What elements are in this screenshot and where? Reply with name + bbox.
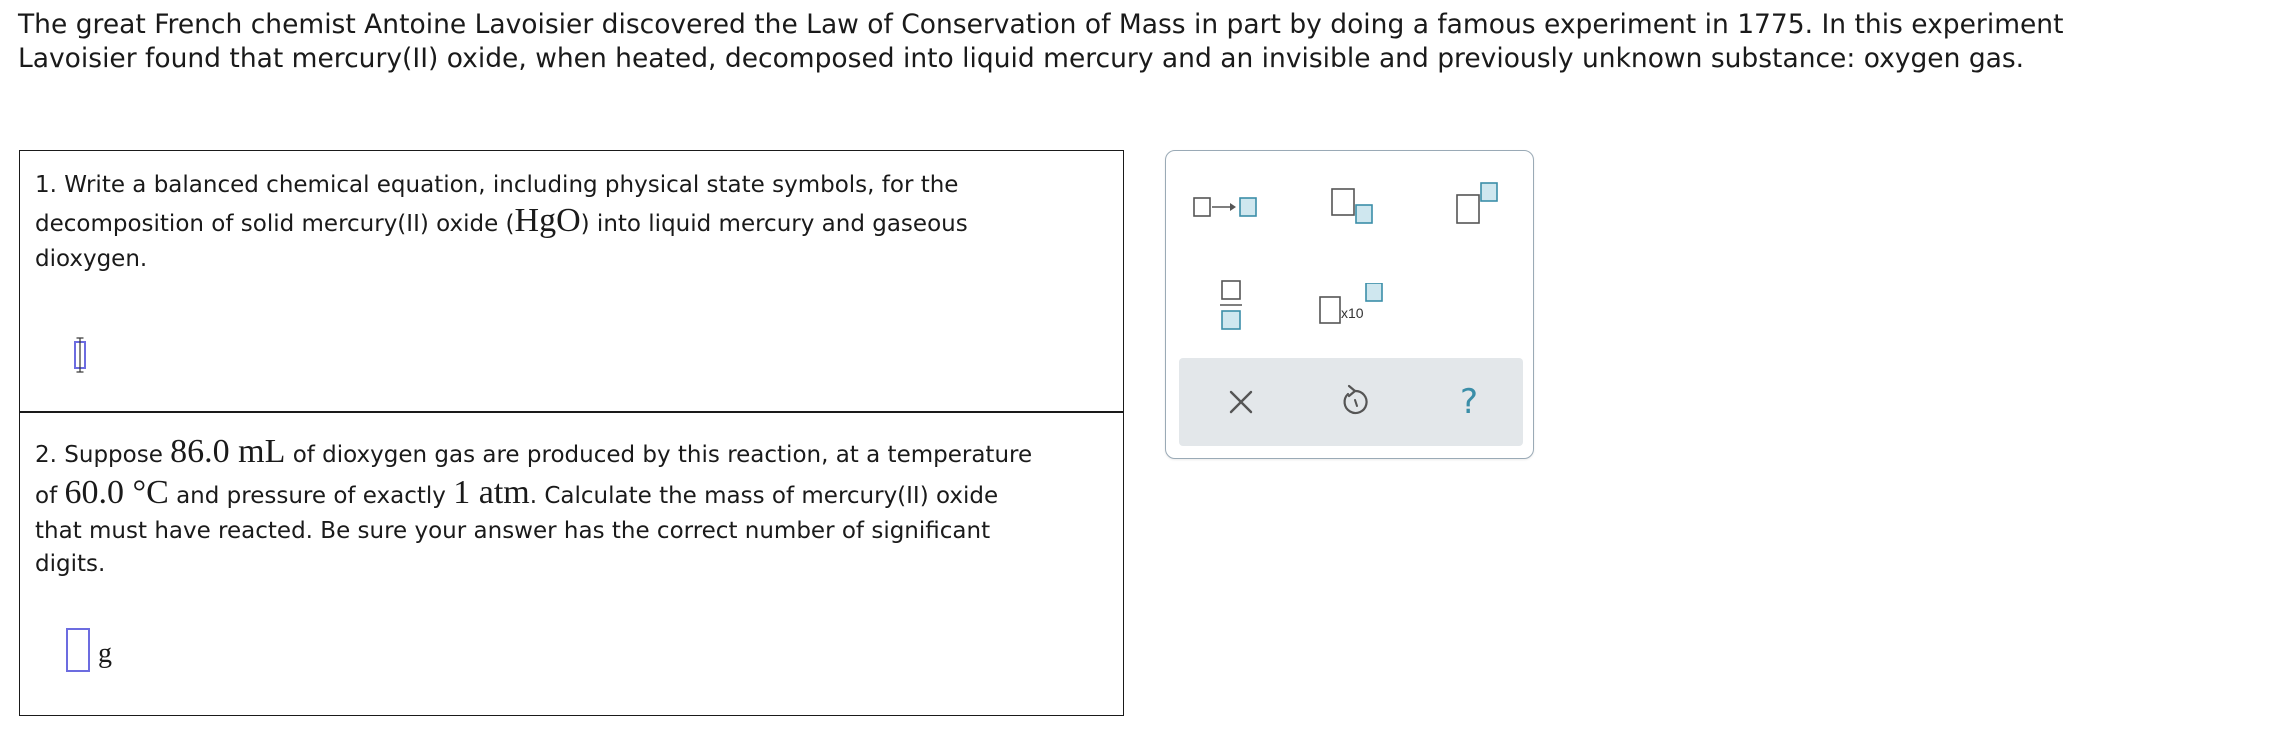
help-button[interactable]: [1447, 380, 1491, 424]
undo-icon: [1333, 380, 1377, 424]
mass-answer-input[interactable]: [66, 628, 90, 672]
question-2-text-a: Suppose: [64, 442, 171, 468]
close-icon: [1219, 380, 1263, 424]
subscript-icon: [1326, 185, 1386, 225]
text-cursor-icon: [70, 336, 90, 374]
question-1-panel: [19, 150, 1124, 413]
question-2-text-e: . Calculate the mass of mercury(II) oxide: [529, 483, 999, 509]
hgo-formula: HgO: [514, 202, 581, 239]
reaction-arrow-icon: [1188, 187, 1268, 221]
intro-line-2: Lavoisier found that mercury(II) oxide, when heated, decomposed into liquid mercury and an invisible and previously unknown substance: oxygen gas.: [18, 43, 2025, 74]
question-1-text-b: decomposition of solid mercury(II) oxide (: [35, 211, 515, 237]
reaction-arrow-button[interactable]: [1188, 187, 1268, 221]
question-1-number: 1.: [35, 172, 57, 198]
superscript-button[interactable]: [1451, 179, 1511, 227]
scientific-notation-button[interactable]: [1316, 283, 1396, 333]
question-2-text-b: of dioxygen gas are produced by this reaction, at a temperature: [285, 442, 1033, 468]
fraction-icon: [1216, 277, 1246, 333]
x10-label: x10: [1341, 305, 1364, 321]
question-1-text-c: ) into liquid mercury and gaseous: [580, 211, 968, 237]
clear-button[interactable]: [1219, 380, 1263, 424]
undo-button[interactable]: [1333, 380, 1377, 424]
help-icon: ?: [1459, 382, 1479, 422]
question-2-number: 2.: [35, 442, 57, 468]
mass-unit-label: g: [98, 638, 112, 669]
question-2-text: [35, 433, 1103, 581]
volume-value: 86.0 mL: [170, 433, 286, 470]
superscript-icon: [1451, 179, 1511, 227]
question-1-text: [35, 169, 1103, 276]
intro-line-1: The great French chemist Antoine Lavoisier discovered the Law of Conservation of Mass in part by doing a famous experiment in 1775. In this experiment: [18, 9, 2064, 40]
action-bar: [1179, 358, 1523, 446]
question-1-text-a: Write a balanced chemical equation, including physical state symbols, for the: [64, 172, 959, 198]
question-2-text-c: of: [35, 483, 65, 509]
equation-input[interactable]: [70, 336, 90, 374]
question-2-text-f: that must have reacted. Be sure your answer has the correct number of significant: [35, 518, 991, 544]
question-1-text-d: dioxygen.: [35, 246, 148, 272]
math-toolbar: [1165, 150, 1534, 459]
fraction-button[interactable]: [1216, 277, 1246, 333]
problem-intro: [18, 8, 2258, 76]
question-2-text-g: digits.: [35, 551, 106, 577]
subscript-button[interactable]: [1326, 185, 1386, 225]
pressure-value: 1 atm: [453, 474, 530, 511]
question-2-panel: [19, 411, 1124, 716]
question-2-text-d: and pressure of exactly: [168, 483, 454, 509]
temperature-value: 60.0 °C: [64, 474, 169, 511]
